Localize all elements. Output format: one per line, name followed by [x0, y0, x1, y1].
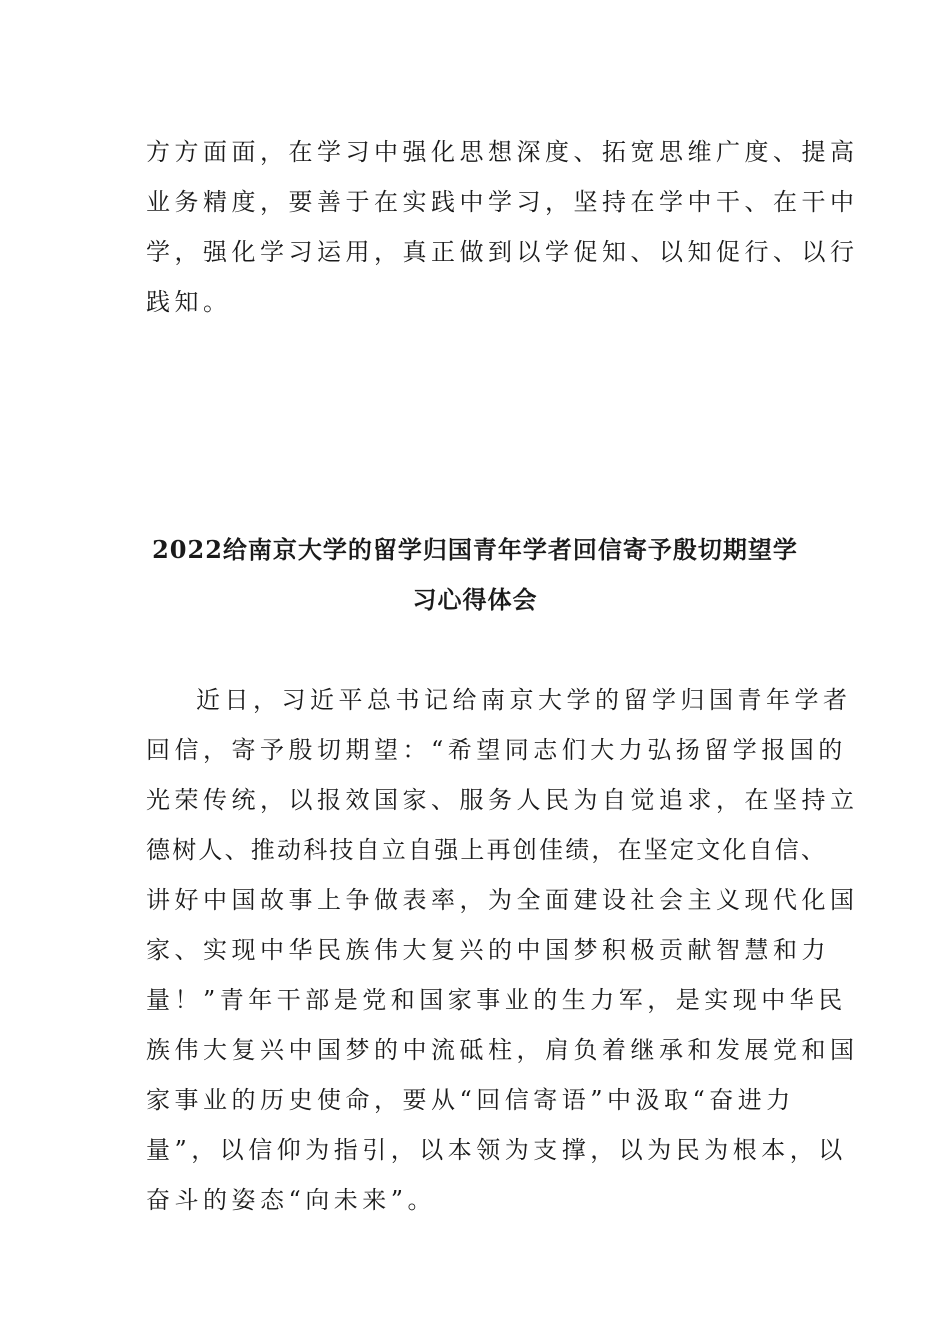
paragraph-line: 回信，寄予殷切期望：“希望同志们大力弘扬留学报国的 [146, 736, 847, 764]
paragraph-line: 家、实现中华民族伟大复兴的中国梦积极贡献智慧和力 [146, 936, 830, 964]
paragraph-line: 光荣传统，以报效国家、服务人民为自觉追求，在坚持立 [146, 786, 859, 814]
paragraph-line: 量”，以信仰为指引，以本领为支撑，以为民为根本，以 [146, 1136, 847, 1164]
paragraph-line: 家事业的历史使命，要从“回信寄语”中汲取“奋进力 [146, 1086, 795, 1114]
paragraph-line: 践知。 [146, 288, 232, 316]
paragraph-line: 讲好中国故事上争做表率，为全面建设社会主义现代化国 [146, 886, 859, 914]
title-line: 2022给南京大学的留学归国青年学者回信寄予殷切期望学 [152, 535, 798, 564]
paragraph-line: 业务精度，要善于在实践中学习，坚持在学中干、在干中 [146, 188, 859, 216]
title-line: 习心得体会 [412, 585, 538, 614]
paragraph-line: 学，强化学习运用，真正做到以学促知、以知促行、以行 [146, 238, 859, 266]
paragraph-line: 近日，习近平总书记给南京大学的留学归国青年学者 [196, 686, 852, 714]
paragraph-line: 方方面面，在学习中强化思想深度、拓宽思维广度、提高 [146, 138, 859, 166]
paragraph-line: 德树人、推动科技自立自强上再创佳绩，在坚定文化自信、 [146, 836, 828, 864]
paragraph-line: 族伟大复兴中国梦的中流砥柱，肩负着继承和发展党和国 [146, 1036, 859, 1064]
paragraph-line: 量！”青年干部是党和国家事业的生力军，是实现中华民 [146, 986, 847, 1014]
paragraph-line: 奋斗的姿态“向未来”。 [146, 1186, 437, 1214]
